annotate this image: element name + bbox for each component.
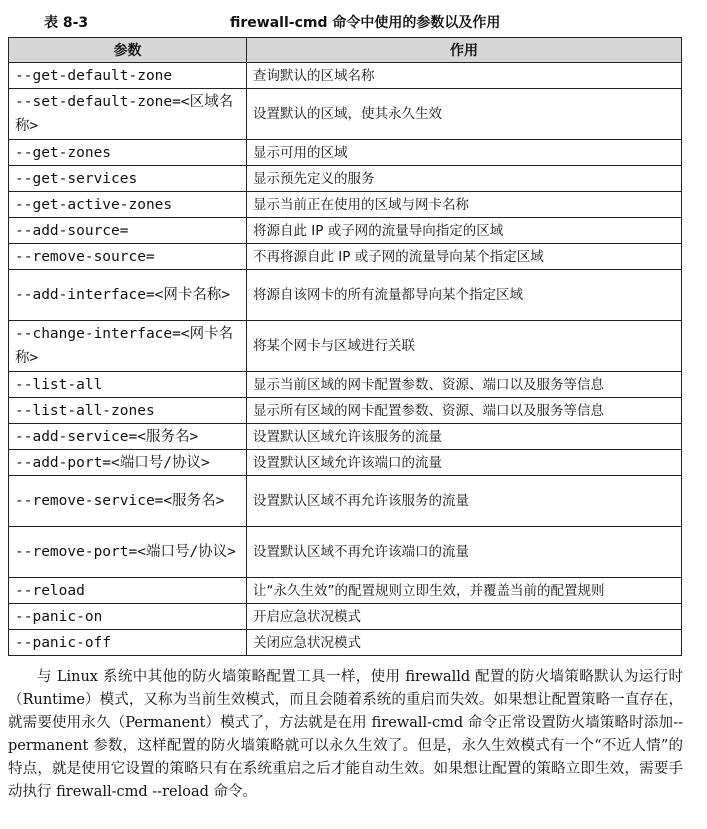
desc-cell: 设置默认的区域，使其永久生效 bbox=[247, 89, 682, 140]
table-row bbox=[9, 476, 682, 527]
table-number: 表 8-3 bbox=[44, 15, 89, 31]
param-cell: --get-active-zones bbox=[9, 192, 247, 218]
param-cell: --panic-off bbox=[9, 630, 247, 656]
table-row bbox=[9, 424, 682, 450]
param-cell: --reload bbox=[9, 578, 247, 604]
header-desc: 作用 bbox=[247, 38, 682, 63]
table-row bbox=[9, 192, 682, 218]
desc-cell: 设置默认区域不再允许该端口的流量 bbox=[247, 527, 682, 578]
header-param: 参数 bbox=[9, 38, 247, 63]
table-row bbox=[9, 527, 682, 578]
table-row bbox=[9, 372, 682, 398]
desc-cell: 让“永久生效”的配置规则立即生效，并覆盖当前的配置规则 bbox=[247, 578, 682, 604]
param-cell: --list-all-zones bbox=[9, 398, 247, 424]
table-row bbox=[9, 140, 682, 166]
table-title: firewall-cmd 命令中使用的参数以及作用 bbox=[230, 15, 501, 31]
desc-cell: 设置默认区域不再允许该服务的流量 bbox=[247, 476, 682, 527]
desc-cell: 将源自该网卡的所有流量都导向某个指定区域 bbox=[247, 270, 682, 321]
param-cell: --remove-source= bbox=[9, 244, 247, 270]
table-row bbox=[9, 630, 682, 656]
param-cell: --remove-port=<端口号/协议> bbox=[9, 527, 247, 578]
table-row bbox=[9, 63, 682, 89]
param-cell: --add-interface=<网卡名称> bbox=[9, 270, 247, 321]
table-row bbox=[9, 270, 682, 321]
table-row bbox=[9, 321, 682, 372]
table-row bbox=[9, 166, 682, 192]
desc-cell: 关闭应急状况模式 bbox=[247, 630, 682, 656]
table-row bbox=[9, 89, 682, 140]
desc-cell: 显示预先定义的服务 bbox=[247, 166, 682, 192]
desc-cell: 显示当前区域的网卡配置参数、资源、端口以及服务等信息 bbox=[247, 372, 682, 398]
param-cell: --get-default-zone bbox=[9, 63, 247, 89]
parameter-table bbox=[8, 37, 682, 656]
desc-cell: 显示当前正在使用的区域与网卡名称 bbox=[247, 192, 682, 218]
desc-cell: 查询默认的区域名称 bbox=[247, 63, 682, 89]
desc-cell: 将某个网卡与区域进行关联 bbox=[247, 321, 682, 372]
table-header-row bbox=[9, 38, 682, 63]
param-cell: --change-interface=<网卡名称> bbox=[9, 321, 247, 372]
table-row bbox=[9, 218, 682, 244]
table-caption bbox=[0, 10, 707, 34]
param-cell: --set-default-zone=<区域名称> bbox=[9, 89, 247, 140]
table-row bbox=[9, 604, 682, 630]
param-cell: --get-services bbox=[9, 166, 247, 192]
desc-cell: 将源自此 IP 或子网的流量导向指定的区域 bbox=[247, 218, 682, 244]
desc-cell: 显示所有区域的网卡配置参数、资源、端口以及服务等信息 bbox=[247, 398, 682, 424]
table-row bbox=[9, 398, 682, 424]
table-row bbox=[9, 244, 682, 270]
table-row bbox=[9, 578, 682, 604]
param-cell: --get-zones bbox=[9, 140, 247, 166]
param-cell: --list-all bbox=[9, 372, 247, 398]
desc-cell: 开启应急状况模式 bbox=[247, 604, 682, 630]
table-row bbox=[9, 450, 682, 476]
param-cell: --panic-on bbox=[9, 604, 247, 630]
desc-cell: 设置默认区域允许该端口的流量 bbox=[247, 450, 682, 476]
param-cell: --add-port=<端口号/协议> bbox=[9, 450, 247, 476]
desc-cell: 不再将源自此 IP 或子网的流量导向某个指定区域 bbox=[247, 244, 682, 270]
desc-cell: 设置默认区域允许该服务的流量 bbox=[247, 424, 682, 450]
body-paragraph: 与 Linux 系统中其他的防火墙策略配置工具一样，使用 firewalld 配置的防火墙策略默认为运行时（Runtime）模式，又称为当前生效模式，而且会随着系统的重启而失效。如果想让配置策略一直存在，就需要使用永久（Permanent）模式了，方法就是在用 firewall-cmd 命令正常设置防火墙策略时添加--permanent 参数，这样配置的防火墙策略就可以永久生效了。但是，永久生效模式有一个“不近人情”的特点，就是使用它设置的策略只有在系统重启之后才能自动生效。如果想让配置的策略立即生效，需要手动执行 firewall-cmd --reload 命令。 bbox=[8, 669, 683, 800]
param-cell: --add-service=<服务名> bbox=[9, 424, 247, 450]
desc-cell: 显示可用的区域 bbox=[247, 140, 682, 166]
param-cell: --remove-service=<服务名> bbox=[9, 476, 247, 527]
param-cell: --add-source= bbox=[9, 218, 247, 244]
